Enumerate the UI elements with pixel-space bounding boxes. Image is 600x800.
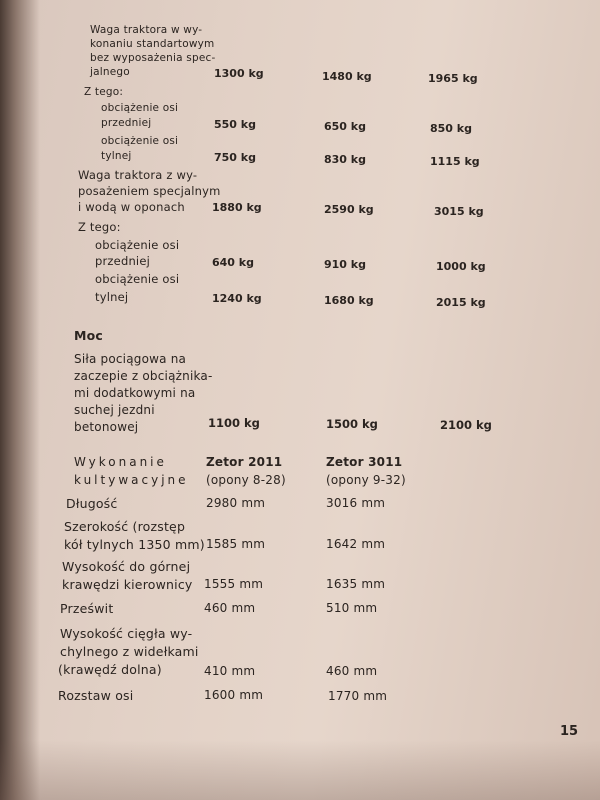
pull-label-3: mi dodatkowymi na	[74, 386, 196, 400]
row-wheelbase-label: Rozstaw osi	[58, 688, 134, 703]
row-height-label-1: Wysokość do górnej	[62, 559, 191, 574]
col1-header-1: Zetor 2011	[206, 455, 283, 469]
col2-header-1: Zetor 3011	[326, 455, 403, 469]
z-tego-2: Z tego:	[78, 220, 121, 234]
front-1-label-2: przedniej	[101, 117, 152, 129]
row-length-value-1: 2980 mm	[206, 496, 266, 510]
weight-std-label-3: bez wyposażenia spec-	[90, 52, 216, 64]
rear-2-value-3: 2015 kg	[436, 296, 486, 309]
row-height-value-2: 1635 mm	[326, 577, 386, 591]
weight-special-label-3: i wodą w oponach	[78, 200, 185, 214]
rear-1-label-1: obciążenie osi	[101, 135, 179, 147]
row-link-value-1: 410 mm	[204, 664, 256, 678]
weight-std-value-2: 1480 kg	[322, 70, 372, 83]
front-1-value-2: 650 kg	[324, 120, 366, 133]
weight-std-label-2: konaniu standartowym	[90, 38, 215, 50]
row-wheelbase-value-1: 1600 mm	[204, 688, 264, 702]
weight-special-label-1: Waga traktora z wy-	[78, 168, 198, 182]
col1-header-2: (opony 8-28)	[206, 473, 286, 487]
row-height-value-1: 1555 mm	[204, 577, 264, 591]
row-width-label-1: Szerokość (rozstęp	[64, 519, 186, 534]
rear-2-label-1: obciążenie osi	[95, 272, 180, 286]
weight-special-label-2: posażeniem specjalnym	[78, 184, 221, 198]
pull-label-2: zaczepie z obciążnika-	[74, 369, 213, 383]
weight-special-value-2: 2590 kg	[324, 203, 374, 216]
pull-label-1: Siła pociągowa na	[74, 352, 187, 366]
weight-special-value-1: 1880 kg	[212, 201, 262, 214]
front-2-value-1: 640 kg	[212, 256, 254, 269]
pull-label-4: suchej jezdni	[74, 403, 155, 417]
weight-special-value-3: 3015 kg	[434, 205, 484, 218]
row-link-value-2: 460 mm	[326, 664, 378, 678]
moc-heading: Moc	[74, 328, 104, 343]
front-2-label-1: obciążenie osi	[95, 238, 180, 252]
row-clearance-label: Prześwit	[60, 601, 114, 616]
pull-value-2: 1500 kg	[326, 417, 378, 431]
row-clearance-value-2: 510 mm	[326, 601, 378, 615]
page-number: 15	[560, 724, 579, 739]
front-1-label-1: obciążenie osi	[101, 102, 179, 114]
z-tego-1: Z tego:	[84, 86, 124, 98]
pull-value-3: 2100 kg	[440, 418, 492, 432]
rear-1-value-1: 750 kg	[214, 151, 256, 164]
row-length-label: Długość	[66, 496, 118, 511]
cultivation-heading-1: Wykonanie	[74, 455, 167, 469]
rear-2-value-1: 1240 kg	[212, 292, 262, 305]
cultivation-heading-2: kultywacyjne	[74, 473, 189, 487]
row-width-label-2: kół tylnych 1350 mm)	[64, 537, 205, 552]
pull-label-5: betonowej	[74, 420, 139, 434]
row-link-label-3: (krawędź dolna)	[58, 662, 162, 677]
row-clearance-value-1: 460 mm	[204, 601, 256, 615]
rear-1-label-2: tylnej	[101, 150, 132, 162]
row-height-label-2: krawędzi kierownicy	[62, 577, 193, 592]
front-2-value-3: 1000 kg	[436, 260, 486, 273]
row-link-label-2: chylnego z widełkami	[60, 644, 199, 659]
weight-std-label-1: Waga traktora w wy-	[90, 24, 203, 36]
rear-1-value-3: 1115 kg	[430, 155, 480, 168]
weight-std-label-4: jalnego	[90, 66, 130, 78]
row-length-value-2: 3016 mm	[326, 496, 386, 510]
row-link-label-1: Wysokość cięgła wy-	[60, 626, 193, 641]
row-wheelbase-value-2: 1770 mm	[328, 689, 388, 703]
rear-2-label-2: tylnej	[95, 290, 129, 304]
row-width-value-1: 1585 mm	[206, 537, 266, 551]
front-1-value-1: 550 kg	[214, 118, 256, 131]
rear-1-value-2: 830 kg	[324, 153, 366, 166]
weight-std-value-3: 1965 kg	[428, 72, 478, 85]
pull-value-1: 1100 kg	[208, 416, 260, 430]
front-2-label-2: przedniej	[95, 254, 150, 268]
rear-2-value-2: 1680 kg	[324, 294, 374, 307]
weight-std-value-1: 1300 kg	[214, 67, 264, 80]
col2-header-2: (opony 9-32)	[326, 473, 406, 487]
front-2-value-2: 910 kg	[324, 258, 366, 271]
front-1-value-3: 850 kg	[430, 122, 472, 135]
row-width-value-2: 1642 mm	[326, 537, 386, 551]
